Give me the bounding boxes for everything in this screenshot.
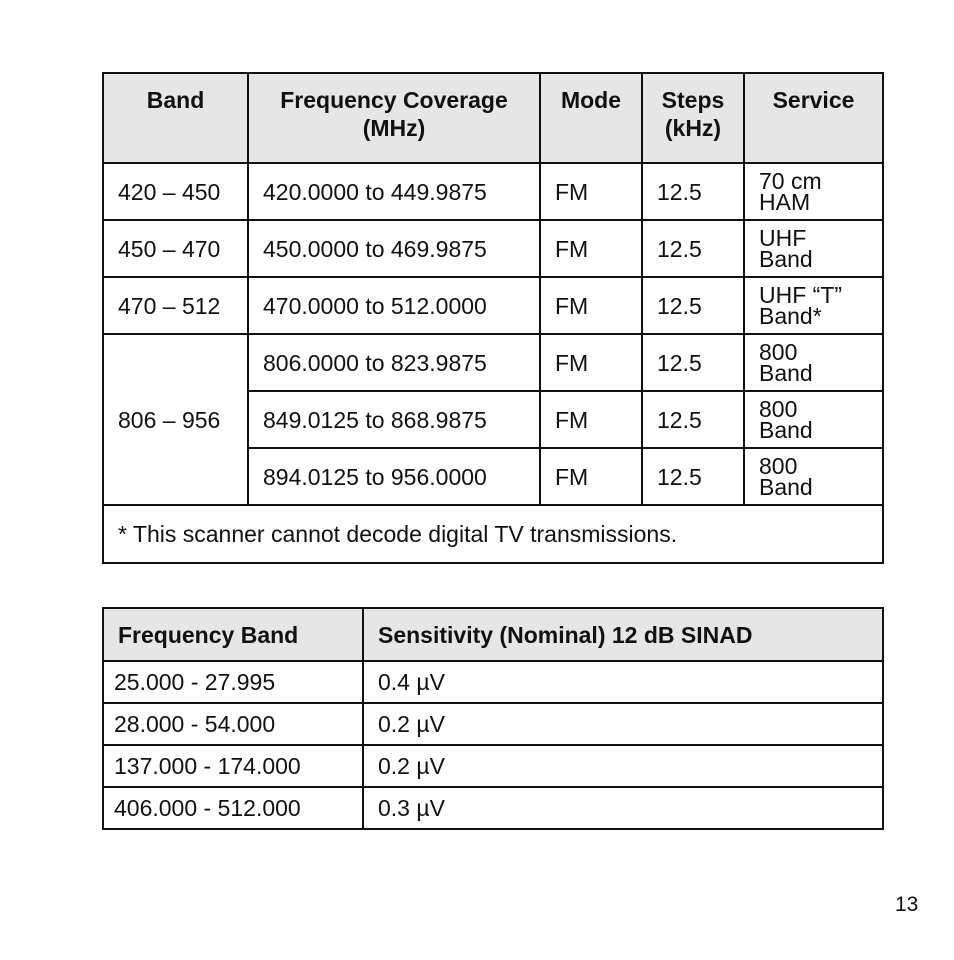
header-frequency-line2: (MHz): [362, 115, 426, 141]
frequency-cell: 450.0000 to 469.9875: [248, 220, 540, 277]
frequency-band-cell: 406.000 - 512.000: [103, 787, 363, 829]
sensitivity-table: [102, 607, 884, 830]
table-row: [103, 277, 883, 334]
frequency-cell: 806.0000 to 823.9875: [248, 334, 540, 391]
service-line2: Band: [759, 359, 813, 386]
mode-cell: FM: [540, 163, 642, 220]
table-row: [103, 703, 883, 745]
steps-cell: 12.5: [642, 277, 744, 334]
steps-cell: 12.5: [642, 334, 744, 391]
service-line1: 800: [759, 338, 798, 365]
frequency-band-cell: 137.000 - 174.000: [103, 745, 363, 787]
service-line1: UHF “T”: [759, 281, 843, 308]
header-steps-line2: (kHz): [664, 115, 722, 141]
table-header-row: [103, 73, 883, 163]
service-line1: 800: [759, 395, 798, 422]
sensitivity-cell: 0.2 µV: [363, 745, 883, 787]
header-mode: Mode: [540, 73, 642, 163]
frequency-band-cell: 28.000 - 54.000: [103, 703, 363, 745]
frequency-cell: 894.0125 to 956.0000: [248, 448, 540, 505]
table-row: [103, 745, 883, 787]
header-frequency-line1: Frequency Coverage: [280, 87, 508, 113]
note-row: [103, 505, 883, 563]
service-line2: Band*: [759, 302, 822, 329]
service-cell: [744, 448, 883, 505]
steps-cell: 12.5: [642, 220, 744, 277]
service-line1: 70 cm: [759, 167, 822, 194]
service-cell: [744, 277, 883, 334]
steps-cell: 12.5: [642, 448, 744, 505]
sensitivity-cell: 0.2 µV: [363, 703, 883, 745]
page-number: 13: [895, 893, 919, 916]
steps-cell: 12.5: [642, 163, 744, 220]
service-cell: [744, 391, 883, 448]
header-steps-line1: Steps: [661, 87, 725, 113]
header-steps: [642, 73, 744, 163]
table-row: [103, 220, 883, 277]
steps-cell: 12.5: [642, 391, 744, 448]
table-row: [103, 661, 883, 703]
frequency-coverage-table: [102, 72, 884, 564]
service-cell: [744, 220, 883, 277]
header-frequency-band: Frequency Band: [103, 608, 363, 661]
service-line1: UHF: [759, 224, 807, 251]
table-row: [103, 787, 883, 829]
table-row: [103, 163, 883, 220]
header-band: Band: [103, 73, 248, 163]
service-line2: HAM: [759, 188, 811, 215]
mode-cell: FM: [540, 220, 642, 277]
frequency-cell: 849.0125 to 868.9875: [248, 391, 540, 448]
mode-cell: FM: [540, 391, 642, 448]
frequency-band-cell: 25.000 - 27.995: [103, 661, 363, 703]
table-header-row: [103, 608, 883, 661]
band-cell: 806 – 956: [103, 334, 248, 505]
header-sensitivity: Sensitivity (Nominal) 12 dB SINAD: [363, 608, 883, 661]
band-cell: 450 – 470: [103, 220, 248, 277]
header-service: Service: [744, 73, 883, 163]
service-cell: [744, 163, 883, 220]
footnote: * This scanner cannot decode digital TV transmissions.: [103, 505, 883, 563]
frequency-cell: 470.0000 to 512.0000: [248, 277, 540, 334]
service-cell: [744, 334, 883, 391]
header-frequency-coverage: [248, 73, 540, 163]
mode-cell: FM: [540, 448, 642, 505]
table-row: [103, 334, 883, 391]
sensitivity-cell: 0.3 µV: [363, 787, 883, 829]
band-cell: 420 – 450: [103, 163, 248, 220]
service-line1: 800: [759, 452, 798, 479]
service-line2: Band: [759, 416, 813, 443]
band-cell: 470 – 512: [103, 277, 248, 334]
mode-cell: FM: [540, 277, 642, 334]
frequency-cell: 420.0000 to 449.9875: [248, 163, 540, 220]
sensitivity-cell: 0.4 µV: [363, 661, 883, 703]
service-line2: Band: [759, 245, 813, 272]
service-line2: Band: [759, 473, 813, 500]
mode-cell: FM: [540, 334, 642, 391]
